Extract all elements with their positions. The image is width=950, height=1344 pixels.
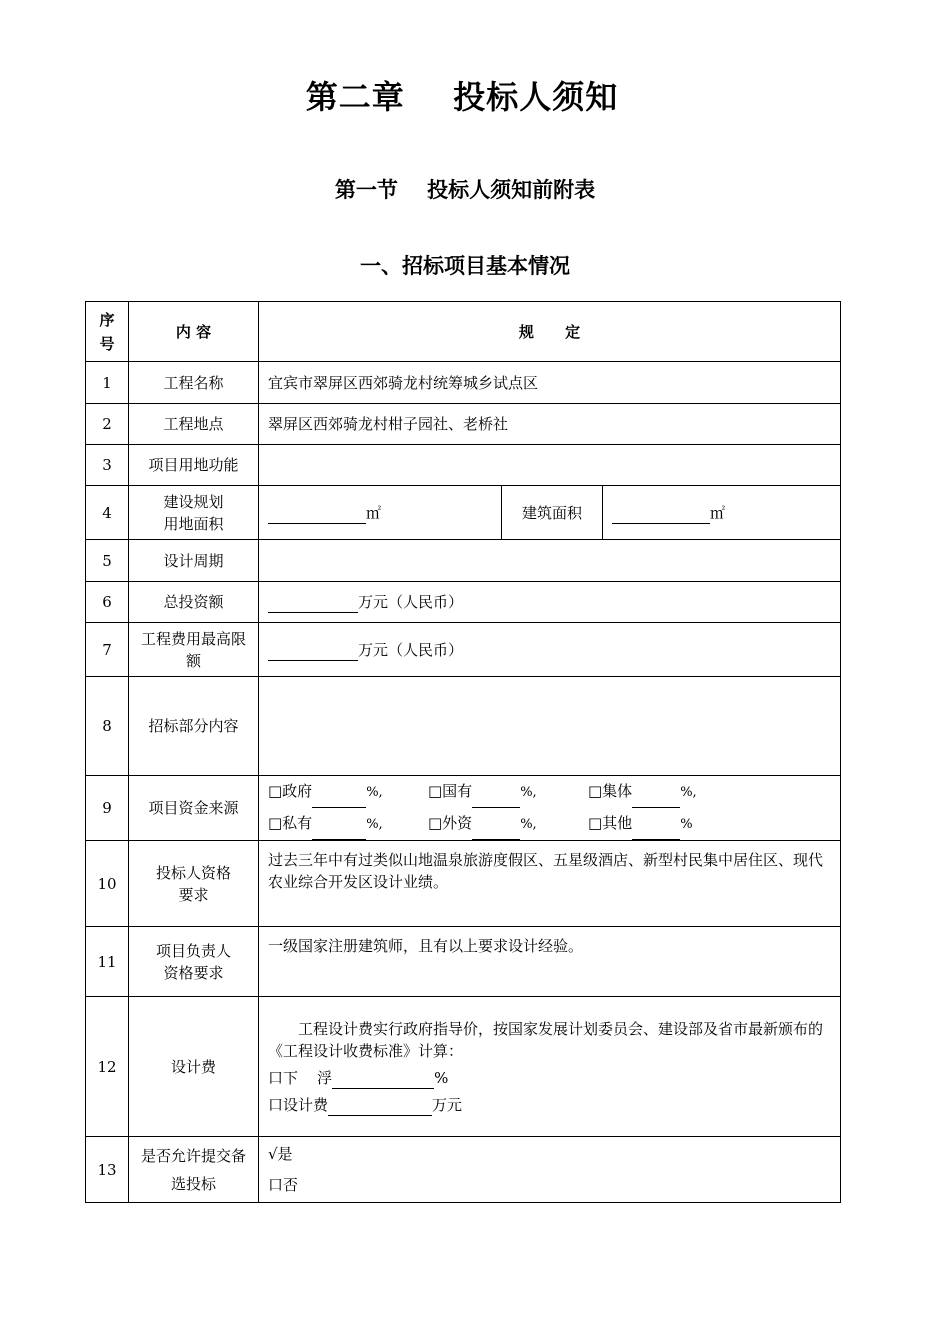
fund-line (268, 808, 840, 840)
row-item: 项目用地功能 (129, 445, 259, 486)
row-number: 6 (86, 582, 129, 623)
fill-blank (312, 821, 366, 840)
fill-blank (312, 789, 366, 808)
row-item-2: 建筑面积 (502, 486, 603, 540)
percent-label: % (680, 817, 693, 832)
bid-info-table (85, 301, 841, 1203)
checkbox-label: □私有 (268, 814, 313, 832)
table-row (86, 677, 841, 776)
row-number: 10 (86, 841, 129, 927)
percent-label: %, (520, 817, 537, 832)
header-no: 序号 (86, 302, 129, 362)
land-area-field (259, 486, 502, 540)
table-row (86, 623, 841, 677)
row-value: 一级国家注册建筑师，且有以上要求设计经验。 (259, 927, 841, 997)
table-row (86, 582, 841, 623)
building-area-field (603, 486, 841, 540)
checkbox-label: □外资 (428, 814, 473, 832)
row-value: 翠屏区西郊骑龙村柑子园社、老桥社 (259, 404, 841, 445)
unit-label: 万元（人民币） (358, 593, 464, 611)
subsection-title: 一、招标项目基本情况 (360, 254, 570, 278)
design-fee-option (268, 1089, 834, 1116)
row-number: 9 (86, 776, 129, 841)
checkbox-label: □其他 (588, 814, 633, 832)
row-value (259, 445, 841, 486)
unit-label: 万元（人民币） (358, 640, 464, 659)
fill-blank (268, 505, 366, 524)
row-number: 2 (86, 404, 129, 445)
table-row (86, 362, 841, 404)
row-item: 项目负责人资格要求 (129, 927, 259, 997)
unit-label: 万元 (432, 1095, 463, 1114)
checkbox-label: 口设计费 (268, 1095, 329, 1114)
fund-source-field (259, 776, 841, 841)
percent-label: %, (680, 785, 697, 800)
percent-label: %, (366, 817, 383, 832)
row-item: 投标人资格要求 (129, 841, 259, 927)
row-number: 12 (86, 997, 129, 1137)
fill-blank (632, 821, 680, 840)
row-number: 5 (86, 540, 129, 582)
fill-blank (328, 1089, 432, 1116)
fund-line (268, 776, 840, 808)
row-value (259, 677, 841, 776)
fund-option (428, 808, 588, 840)
row-item: 工程名称 (129, 362, 259, 404)
chapter-title: 第二章 投标人须知 (305, 78, 619, 116)
row-value: 宜宾市翠屏区西郊骑龙村统筹城乡试点区 (259, 362, 841, 404)
fill-blank (268, 594, 358, 613)
fill-blank (472, 821, 520, 840)
row-item: 工程费用最高限额 (129, 623, 259, 677)
total-investment-field (259, 582, 841, 623)
design-fee-field (259, 997, 841, 1137)
unit-label: ㎡ (366, 503, 382, 522)
fill-blank (632, 789, 680, 808)
table-row (86, 1137, 841, 1203)
row-number: 7 (86, 623, 129, 677)
alternative-bid-field (259, 1137, 841, 1203)
checkbox-label: 口下 浮 (268, 1068, 333, 1087)
table-header-row (86, 302, 841, 362)
fund-option (268, 776, 428, 808)
row-value: 过去三年中有过类似山地温泉旅游度假区、五星级酒店、新型村民集中居住区、现代农业综合开发区设计业绩。 (259, 841, 841, 927)
section-title: 第一节 投标人须知前附表 (334, 178, 596, 202)
table-row (86, 927, 841, 997)
option-no: 口否 (268, 1175, 299, 1194)
fill-blank (332, 1062, 434, 1089)
table-row (86, 540, 841, 582)
percent-label: %, (366, 785, 383, 800)
table-row (86, 404, 841, 445)
row-number: 8 (86, 677, 129, 776)
design-fee-text: 工程设计费实行政府指导价，按国家发展计划委员会、建设部及省市最新颁布的《工程设计收费标准》计算： (268, 1019, 824, 1060)
fund-option (588, 776, 748, 808)
checkbox-label: □国有 (428, 782, 473, 800)
row-number: 3 (86, 445, 129, 486)
row-number: 11 (86, 927, 129, 997)
row-item: 设计周期 (129, 540, 259, 582)
table-row (86, 776, 841, 841)
fund-option (268, 808, 428, 840)
header-rule: 规 定 (259, 302, 841, 362)
fill-blank (472, 789, 520, 808)
row-number: 4 (86, 486, 129, 540)
row-item: 招标部分内容 (129, 677, 259, 776)
percent-label: % (434, 1068, 449, 1087)
row-item: 总投资额 (129, 582, 259, 623)
row-item: 工程地点 (129, 404, 259, 445)
fund-option (588, 808, 748, 840)
header-content: 内 容 (129, 302, 259, 362)
table-row (86, 486, 841, 540)
unit-label: ㎡ (710, 503, 726, 522)
row-item: 设计费 (129, 997, 259, 1137)
checkbox-label: □政府 (268, 782, 313, 800)
row-item: 建设规划用地面积 (129, 486, 259, 540)
design-fee-option (268, 1062, 834, 1089)
table-row (86, 841, 841, 927)
option-yes: √是 (268, 1144, 293, 1163)
fill-blank (268, 642, 358, 661)
row-value (259, 540, 841, 582)
checkbox-label: □集体 (588, 782, 633, 800)
table-row (86, 997, 841, 1137)
row-item: 项目资金来源 (129, 776, 259, 841)
row-number: 1 (86, 362, 129, 404)
row-item: 是否允许提交备选投标 (129, 1137, 259, 1203)
fund-option (428, 776, 588, 808)
fill-blank (612, 505, 710, 524)
table-row (86, 445, 841, 486)
cost-limit-field (259, 623, 841, 677)
row-number: 13 (86, 1137, 129, 1203)
percent-label: %, (520, 785, 537, 800)
